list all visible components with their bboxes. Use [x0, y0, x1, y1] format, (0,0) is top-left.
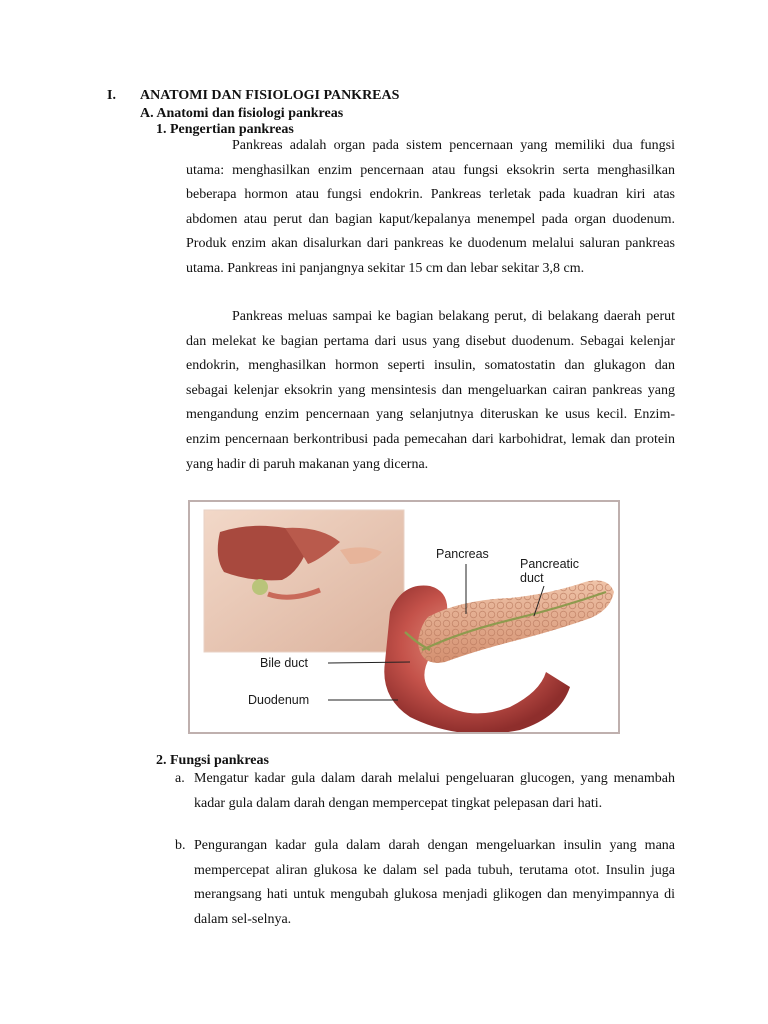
- paragraph-pengertian-2: Pankreas meluas sampai ke bagian belakang perut, di belakang daerah perut dan melekat ke bagian pertama dari usus yang disebut duodenum. Sebagai kelenjar endokrin, menghasilkan hormon seperti insulin, somatostatin dan glukagon dan sebagai kelenjar eksokrin yang mensintesis dan mengeluarkan cairan pankreas yang mengandung enzim pencernaan yang selanjutnya diteruskan ke usus kecil. Enzim-enzim pencernaan berkontribusi pada pemecahan dari karbohidrat, lemak dan protein yang hadir di paruh makanan yang dicerna.: [186, 309, 675, 472]
- list-marker: a.: [175, 771, 185, 786]
- label-pancreas: Pancreas: [436, 547, 489, 561]
- label-bile-duct: Bile duct: [260, 656, 308, 670]
- gallbladder-shape: [252, 579, 268, 595]
- subsection-heading: A. Anatomi dan fisiologi pankreas: [140, 106, 344, 121]
- pancreas-illustration: [190, 502, 618, 732]
- list-marker: b.: [175, 838, 186, 853]
- pancreas-anatomy-figure: [188, 500, 620, 734]
- body-inset: [204, 510, 404, 652]
- chapter-title: ANATOMI DAN FISIOLOGI PANKREAS: [140, 88, 400, 103]
- list-item-text: Mengatur kadar gula dalam darah melalui pengeluaran glucogen, yang menambah kadar gula dalam darah dengan mempercepat tingkat pelepasan dari hati.: [194, 771, 675, 811]
- list-item: [175, 834, 675, 932]
- list-item: [175, 767, 675, 816]
- paragraph-pengertian-1: Pankreas adalah organ pada sistem pencernaan yang memiliki dua fungsi utama: menghasilkan enzim pencernaan atau fungsi eksokrin serta menghasilkan beberapa hormon atau fungsi endokrin. Pankreas terletak pada kuadran kiri atas abdomen atau perut dan bagian kaput/kepalanya menempel pada organ duodenum. Produk enzim akan disalurkan dari pankreas ke duodenum melalui saluran pankreas utama. Pankreas ini panjangnya sekitar 15 cm dan lebar sekitar 3,8 cm.: [186, 138, 675, 276]
- chapter-number: I.: [107, 88, 116, 103]
- section2-title: 2. Fungsi pankreas: [156, 753, 269, 768]
- label-duodenum: Duodenum: [248, 693, 310, 707]
- list-item-text: Pengurangan kadar gula dalam darah dengan mengeluarkan insulin yang mana mempercepat aliran glukosa ke dalam sel pada tubuh, terutama otot. Insulin juga merangsang hati untuk mengubah glukosa menjadi glikogen dan menyimpannya di dalam sel-selnya.: [194, 838, 675, 927]
- label-pancreatic-duct-line2: duct: [520, 571, 544, 585]
- label-pancreatic-duct-line1: Pancreatic: [520, 557, 580, 571]
- section1-title: 1. Pengertian pankreas: [156, 122, 294, 137]
